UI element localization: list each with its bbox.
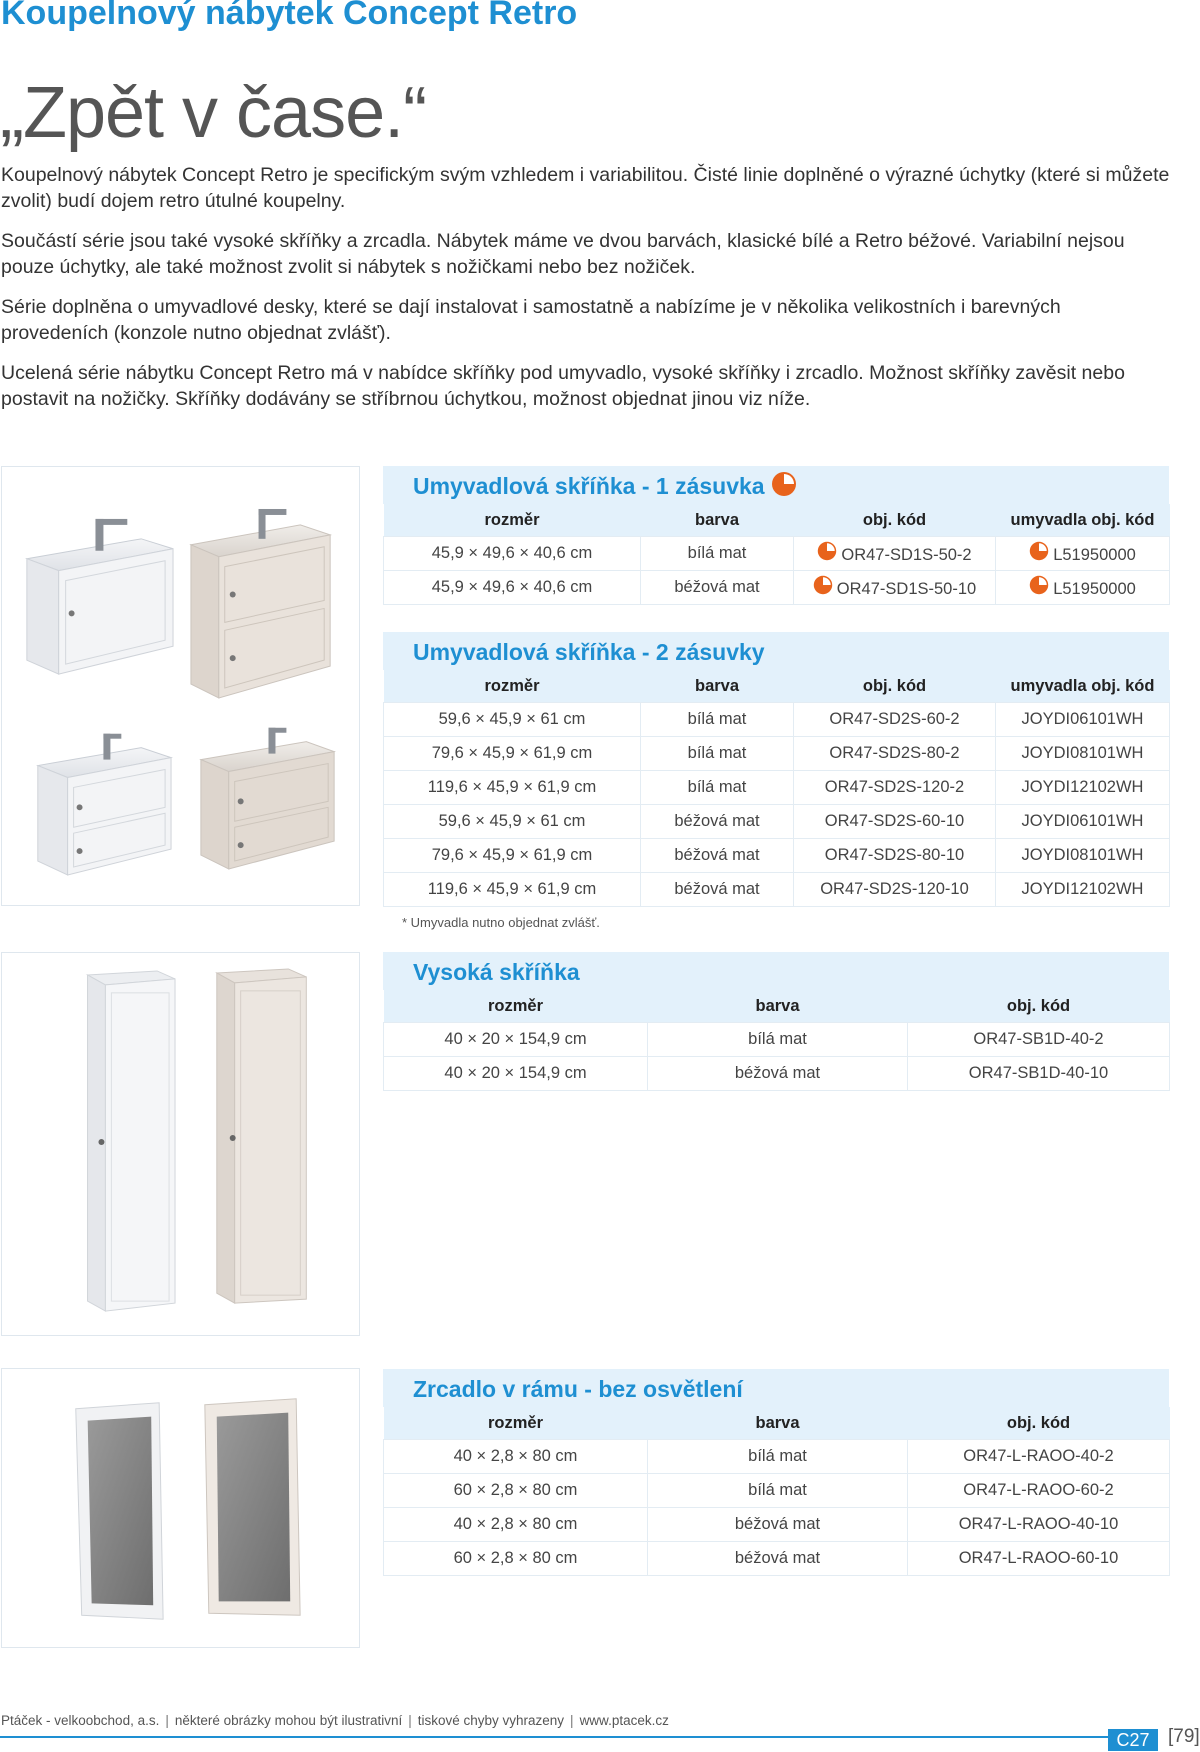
table-row xyxy=(384,1057,1170,1091)
table-row xyxy=(384,737,1170,771)
cell-color: béžová mat xyxy=(648,1542,908,1576)
section-title-text: Zrcadlo v rámu - bez osvětlení xyxy=(413,1376,743,1402)
intro-text xyxy=(1,162,1171,426)
table-row xyxy=(384,537,1170,571)
section-title xyxy=(383,466,1169,504)
table-row xyxy=(384,805,1170,839)
cell-color: béžová mat xyxy=(648,1508,908,1542)
table-vanity-2-drawers xyxy=(383,632,1169,930)
column-header: rozměr xyxy=(384,990,648,1023)
column-header: barva xyxy=(648,1407,908,1440)
table-row xyxy=(384,1474,1170,1508)
cell-code: OR47-SB1D-40-10 xyxy=(908,1057,1170,1091)
spec-table xyxy=(383,504,1170,605)
cell-size: 45,9 × 49,6 × 40,6 cm xyxy=(384,571,641,605)
cell-color: béžová mat xyxy=(648,1057,908,1091)
clock-icon xyxy=(817,541,837,566)
footer-divider xyxy=(0,1736,1108,1738)
column-header: barva xyxy=(648,990,908,1023)
column-header: umyvadla obj. kód xyxy=(996,504,1170,537)
cell-code: OR47-SD2S-80-10 xyxy=(794,839,996,873)
cell-code xyxy=(794,537,996,571)
cell-color: bílá mat xyxy=(641,537,794,571)
cell-code xyxy=(794,571,996,605)
basin-code-text: L51950000 xyxy=(1053,580,1136,598)
section-title xyxy=(383,952,1169,990)
intro-paragraph: Koupelnový nábytek Concept Retro je specifickým svým vzhledem i variabilitou. Čisté linie doplněné o výrazné úchytky (které si můžete zvolit) budí dojem retro útulné koupelny. xyxy=(1,164,1170,212)
cell-basin-code xyxy=(996,537,1170,571)
table-row xyxy=(384,771,1170,805)
cell-color: béžová mat xyxy=(641,805,794,839)
cell-code: OR47-SD2S-60-10 xyxy=(794,805,996,839)
cell-size: 60 × 2,8 × 80 cm xyxy=(384,1542,648,1576)
table-row xyxy=(384,1023,1170,1057)
table-framed-mirror xyxy=(383,1369,1169,1576)
column-header: obj. kód xyxy=(908,990,1170,1023)
clock-icon xyxy=(813,575,833,600)
cell-code: OR47-L-RAOO-60-2 xyxy=(908,1474,1170,1508)
code-text: OR47-SD1S-50-10 xyxy=(836,580,977,598)
cell-color: bílá mat xyxy=(648,1023,908,1057)
tall-cabinets-photo xyxy=(1,952,360,1336)
table-row xyxy=(384,1440,1170,1474)
table-vanity-1-drawer xyxy=(383,466,1169,605)
cell-basin-code: JOYDI12102WH xyxy=(996,873,1170,907)
cell-color: béžová mat xyxy=(641,571,794,605)
cell-size: 59,6 × 45,9 × 61 cm xyxy=(384,805,641,839)
cell-basin-code: JOYDI06101WH xyxy=(996,805,1170,839)
intro-paragraph: Součástí série jsou také vysoké skříňky a zrcadla. Nábytek máme ve dvou barvách, klasické bílé a Retro béžové. Variabilní nejsou pouze úchytky, ale také možnost zvolit si nábytek s nožičkami nebo bez nožiček. xyxy=(1,230,1125,278)
clock-icon xyxy=(1029,541,1049,566)
column-header: rozměr xyxy=(384,504,641,537)
section-title xyxy=(383,632,1169,670)
cell-color: béžová mat xyxy=(641,873,794,907)
column-header: barva xyxy=(641,670,794,703)
footer-disclaimer: tiskové chyby vyhrazeny xyxy=(417,1713,565,1728)
cell-size: 40 × 20 × 154,9 cm xyxy=(384,1023,648,1057)
clock-icon xyxy=(771,469,797,509)
spec-table xyxy=(383,1407,1170,1576)
cell-code: OR47-SD2S-80-2 xyxy=(794,737,996,771)
section-title-text: Vysoká skříňka xyxy=(413,959,580,985)
mirrors-photo xyxy=(1,1368,360,1648)
slogan: „Zpět v čase.“ xyxy=(0,73,427,153)
table-row xyxy=(384,1542,1170,1576)
cell-color: bílá mat xyxy=(641,771,794,805)
cell-code: OR47-L-RAOO-60-10 xyxy=(908,1542,1170,1576)
page-title: Koupelnový nábytek Concept Retro xyxy=(1,0,578,32)
table-tall-cabinet xyxy=(383,952,1169,1091)
cell-color: bílá mat xyxy=(648,1440,908,1474)
table-row xyxy=(384,703,1170,737)
footer-website-link[interactable]: www.ptacek.cz xyxy=(579,1713,669,1728)
mirrors-illustration xyxy=(2,1369,359,1647)
column-header: umyvadla obj. kód xyxy=(996,670,1170,703)
table-row xyxy=(384,873,1170,907)
cell-code: OR47-L-RAOO-40-2 xyxy=(908,1440,1170,1474)
page-code-badge: C27 xyxy=(1108,1729,1158,1751)
column-header: barva xyxy=(641,504,794,537)
cell-size: 59,6 × 45,9 × 61 cm xyxy=(384,703,641,737)
section-title-text: Umyvadlová skříňka - 1 zásuvka xyxy=(413,473,765,499)
column-header: obj. kód xyxy=(794,504,996,537)
tall-cabinets-illustration xyxy=(2,953,359,1335)
cell-basin-code: JOYDI12102WH xyxy=(996,771,1170,805)
cell-basin-code: JOYDI06101WH xyxy=(996,703,1170,737)
column-header: obj. kód xyxy=(794,670,996,703)
clock-icon xyxy=(1029,575,1049,600)
cell-size: 60 × 2,8 × 80 cm xyxy=(384,1474,648,1508)
cell-size: 79,6 × 45,9 × 61,9 cm xyxy=(384,737,641,771)
code-text: OR47-SD1S-50-2 xyxy=(841,546,972,564)
cell-size: 119,6 × 45,9 × 61,9 cm xyxy=(384,771,641,805)
cell-color: bílá mat xyxy=(641,737,794,771)
column-header: rozměr xyxy=(384,1407,648,1440)
vanity-cabinets-illustration xyxy=(2,467,359,905)
vanity-cabinets-photo xyxy=(1,466,360,906)
cell-code: OR47-SD2S-120-10 xyxy=(794,873,996,907)
cell-size: 40 × 2,8 × 80 cm xyxy=(384,1508,648,1542)
spec-table xyxy=(383,990,1170,1091)
cell-code: OR47-L-RAOO-40-10 xyxy=(908,1508,1170,1542)
cell-size: 40 × 20 × 154,9 cm xyxy=(384,1057,648,1091)
cell-code: OR47-SB1D-40-2 xyxy=(908,1023,1170,1057)
table-row xyxy=(384,1508,1170,1542)
intro-paragraph: Série doplněna o umyvadlové desky, které se dají instalovat i samostatně a nabízíme je v několika velikostních i barevných provedeních (konzole nutno objednat zvlášť). xyxy=(1,296,1061,344)
section-title-text: Umyvadlová skříňka - 2 zásuvky xyxy=(413,639,765,665)
footer-company: Ptáček - velkoobchod, a.s. xyxy=(1,1713,160,1728)
cell-basin-code: JOYDI08101WH xyxy=(996,737,1170,771)
cell-code: OR47-SD2S-60-2 xyxy=(794,703,996,737)
cell-basin-code xyxy=(996,571,1170,605)
table-row xyxy=(384,839,1170,873)
section-title xyxy=(383,1369,1169,1407)
footer: Ptáček - velkoobchod, a.s. | některé obrázky mohou být ilustrativní | tiskové chyby vyhrazeny | www.ptacek.cz xyxy=(1,1713,669,1728)
table-row xyxy=(384,571,1170,605)
cell-color: bílá mat xyxy=(641,703,794,737)
cell-size: 79,6 × 45,9 × 61,9 cm xyxy=(384,839,641,873)
column-header: rozměr xyxy=(384,670,641,703)
cell-size: 40 × 2,8 × 80 cm xyxy=(384,1440,648,1474)
cell-size: 45,9 × 49,6 × 40,6 cm xyxy=(384,537,641,571)
cell-size: 119,6 × 45,9 × 61,9 cm xyxy=(384,873,641,907)
intro-paragraph: Ucelená série nábytku Concept Retro má v nabídce skříňky pod umyvadlo, vysoké skříňky i zrcadlo. Možnost skříňky zavěsit nebo postavit na nožičky. Skříňky dodávány se stříbrnou úchytkou, možnost objednat jinou viz níže. xyxy=(1,362,1125,410)
basin-code-text: L51950000 xyxy=(1053,546,1136,564)
cell-basin-code: JOYDI08101WH xyxy=(996,839,1170,873)
footer-disclaimer: některé obrázky mohou být ilustrativní xyxy=(174,1713,403,1728)
spec-table xyxy=(383,670,1170,907)
cell-code: OR47-SD2S-120-2 xyxy=(794,771,996,805)
column-header: obj. kód xyxy=(908,1407,1170,1440)
footnote: * Umyvadla nutno objednat zvlášť. xyxy=(402,915,600,930)
cell-color: béžová mat xyxy=(641,839,794,873)
cell-color: bílá mat xyxy=(648,1474,908,1508)
page-number: [79] xyxy=(1168,1726,1200,1747)
